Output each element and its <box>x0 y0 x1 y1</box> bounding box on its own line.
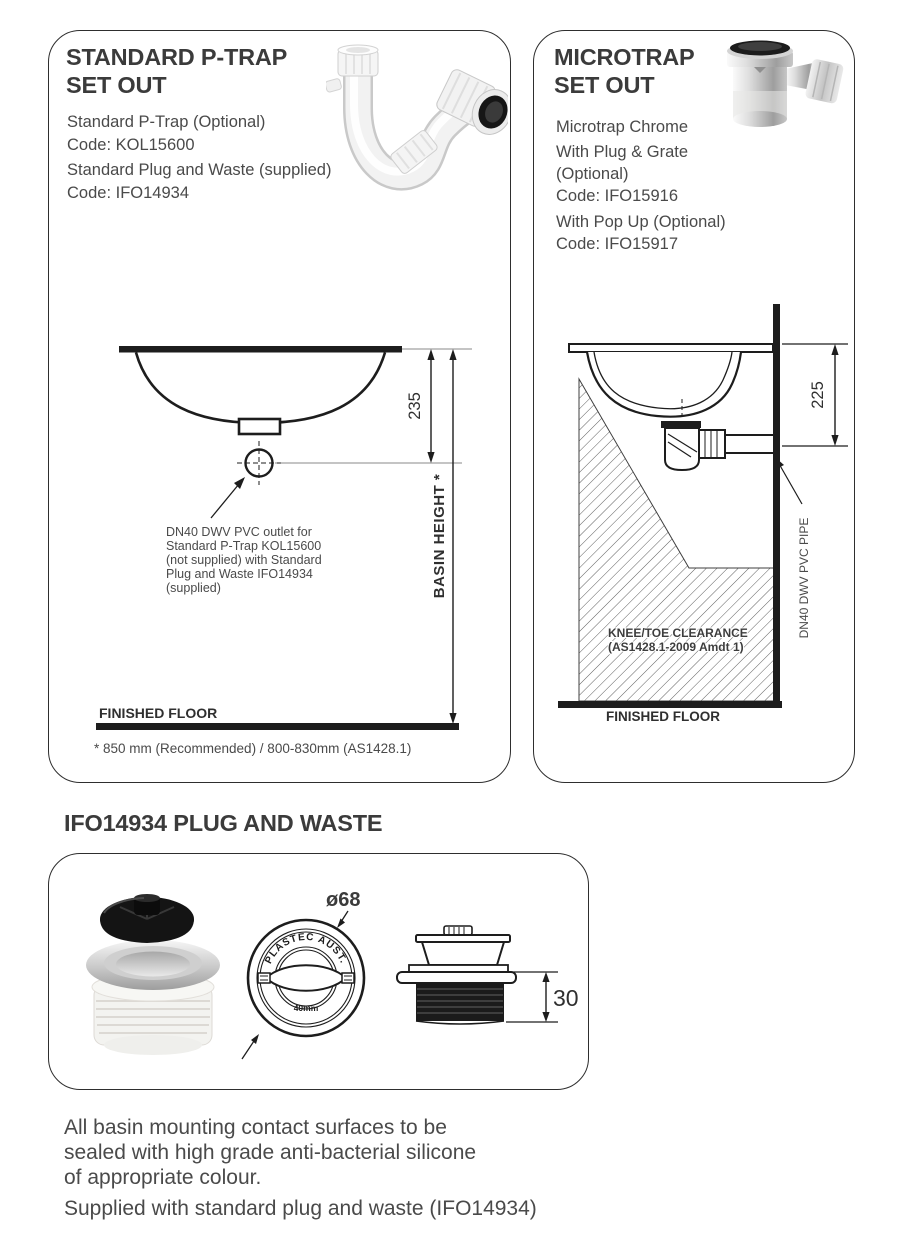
benchtop-line <box>119 346 402 353</box>
ptrap-title-line2: SET OUT <box>66 72 167 98</box>
microtrap-title-line2: SET OUT <box>554 72 655 98</box>
black-plug <box>100 894 194 943</box>
microtrap-setout-diagram <box>554 296 856 741</box>
product-code-line: Code: KOL15600 <box>67 136 195 154</box>
sealing-note <box>64 1115 476 1190</box>
note-line: All basin mounting contact surfaces to be <box>64 1116 447 1139</box>
ptrap-inlet-nut <box>338 45 378 76</box>
ptrap-panel-title <box>66 43 287 99</box>
dim-225-label: 225 <box>809 381 827 409</box>
dimension-225 <box>782 344 848 446</box>
product-code-line: Code: IFO14934 <box>67 184 189 202</box>
dimension-235 <box>406 349 435 463</box>
ptrap-title-line1: STANDARD P-TRAP <box>66 44 288 70</box>
note-line: DN40 DWV PVC outlet for <box>166 525 312 539</box>
plug-side-view-drawing <box>396 919 581 1044</box>
diameter-arrow <box>337 919 345 929</box>
note-line: (not supplied) with Standard <box>166 553 322 567</box>
benchtop-line <box>569 344 773 352</box>
clearance-label-line1: KNEE/TOE CLEARANCE <box>608 626 748 640</box>
ptrap-inlet-spur <box>326 78 342 93</box>
brand-arc-text: PLASTEC AUST. <box>263 931 349 966</box>
finished-floor-label: FINISHED FLOOR <box>606 709 720 724</box>
basin-bowl-section <box>136 353 385 424</box>
note-line: (supplied) <box>166 581 221 595</box>
basin-height-footnote: * 850 mm (Recommended) / 800-830mm (AS1428.1) <box>94 741 412 756</box>
supplied-note: Supplied with standard plug and waste (IFO14934) <box>64 1197 537 1220</box>
note-line: Plug and Waste IFO14934 <box>166 567 313 581</box>
finished-floor-label: FINISHED FLOOR <box>99 705 218 721</box>
note-line: sealed with high grade anti-bacterial silicone <box>64 1141 477 1164</box>
clearance-label-line2: (AS1428.1-2009 Amdt 1) <box>608 640 744 654</box>
product-name-line: Standard P-Trap (Optional) <box>67 113 266 131</box>
product-name-line: Standard Plug and Waste (supplied) <box>67 161 332 179</box>
product-code-line: Code: IFO15917 <box>556 235 678 253</box>
ptrap-product-2 <box>67 159 331 205</box>
basin-height-label: BASIN HEIGHT * <box>431 473 448 599</box>
product-name-line: With Plug & Grate <box>556 143 689 161</box>
ptrap-product-1 <box>67 111 265 157</box>
floor-line <box>96 723 459 730</box>
ptrap-setout-diagram <box>59 336 479 766</box>
product-name-line: (Optional) <box>556 165 629 183</box>
dim-235-label: 235 <box>406 392 424 420</box>
bottle-trap-drawing <box>661 421 773 470</box>
rim-pointer-arrow <box>251 1034 259 1044</box>
diameter-label: ø68 <box>326 889 361 911</box>
plug-waste-panel <box>48 853 589 1090</box>
waste-chrome-flange <box>86 940 220 990</box>
note-line: Standard P-Trap KOL15600 <box>166 539 322 553</box>
wall-line <box>773 304 780 703</box>
outlet-note <box>166 525 322 595</box>
floor-line <box>558 701 782 708</box>
product-name-line: With Pop Up (Optional) <box>556 213 726 231</box>
dimension-30 <box>506 972 579 1022</box>
plug-side-body <box>397 926 516 1024</box>
microtrap-product-photo <box>711 33 846 161</box>
basin-profile <box>587 352 741 417</box>
ptrap-product-photo <box>326 36 508 208</box>
note-line: of appropriate colour. <box>64 1166 262 1189</box>
plug-top-view-drawing <box>236 881 391 1086</box>
microtrap-title-line1: MICROTRAP <box>554 44 695 70</box>
dim-30-label: 30 <box>553 985 579 1011</box>
microtrap-panel-title <box>554 43 695 99</box>
product-code-line: Code: IFO15916 <box>556 187 678 205</box>
microtrap-product-1 <box>556 116 688 138</box>
plug-waste-section-title: IFO14934 PLUG AND WASTE <box>64 810 383 836</box>
microtrap-panel <box>533 30 855 783</box>
plug-waste-photo <box>76 889 231 1074</box>
basin-outlet <box>239 419 280 434</box>
pipe-label: DN40 DWV PVC PIPE <box>797 517 811 639</box>
product-name-line: Microtrap Chrome <box>556 118 689 136</box>
plug-size-label: 40mm <box>293 1003 319 1013</box>
dimension-basin-height <box>431 349 457 724</box>
ptrap-panel <box>48 30 511 783</box>
microtrap-product-3 <box>556 211 726 255</box>
microtrap-product-2 <box>556 141 688 207</box>
